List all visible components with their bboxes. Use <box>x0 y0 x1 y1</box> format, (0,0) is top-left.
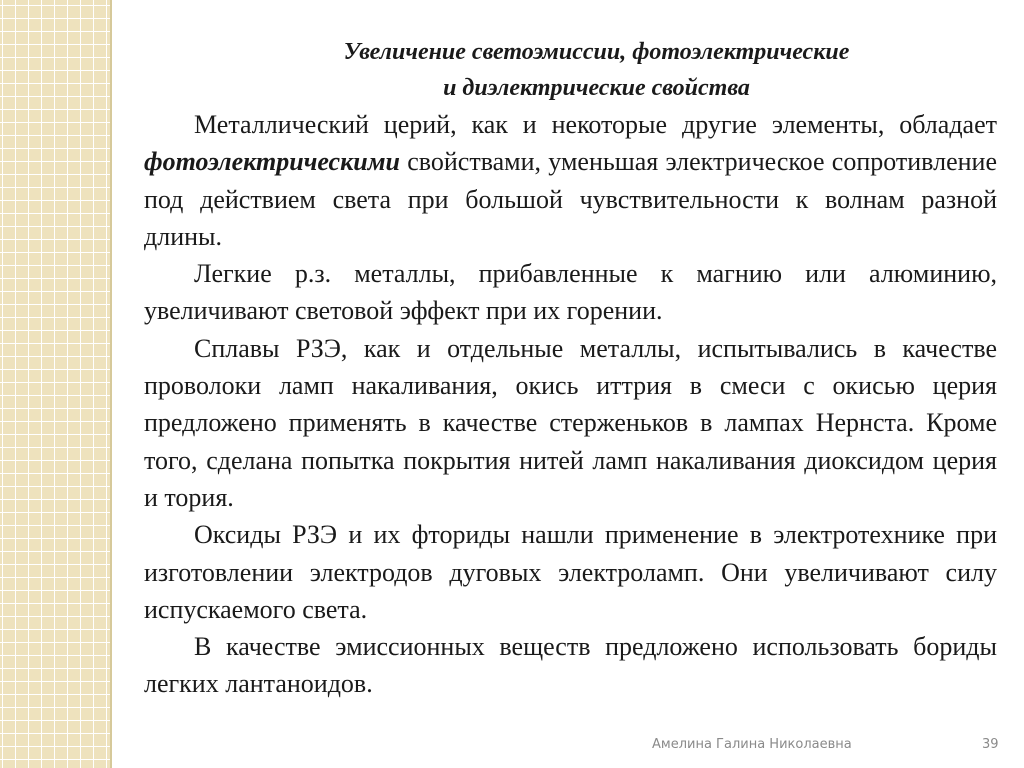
page-number: 39 <box>982 737 999 752</box>
emphasized-term: фотоэлектрическими <box>144 147 400 177</box>
paragraph-text: Металлический церий, как и некоторые другие элементы, обладает <box>194 110 997 139</box>
slide-title-line-1: Увеличение светоэмиссии, фотоэлектрические <box>343 39 850 65</box>
footer-author: Амелина Галина Николаевна <box>652 737 852 752</box>
slide-title <box>144 34 997 106</box>
paragraph-photoelectric <box>144 106 997 255</box>
paragraph-emission-borides: В качестве эмиссионных веществ предложено использовать бориды легких лантаноидов. <box>144 632 997 699</box>
paragraph-arc-electrodes: Оксиды РЗЭ и их фториды нашли применение в электротехнике при изготовлении электродов дуговых электроламп. Они увеличивают силу испускаемого света. <box>144 520 997 624</box>
paragraph-text: свойствами, уменьшая электрическое сопротивление под действием света при большой чувствительности к волнам разной длины. <box>144 147 997 251</box>
paragraph-light-effect: Легкие р.з. металлы, прибавленные к магнию или алюминию, увеличивают световой эффект при их горении. <box>144 259 997 326</box>
decorative-divider <box>110 0 112 768</box>
paragraph-lamp-filaments: Сплавы РЗЭ, как и отдельные металлы, испытывались в качестве проволоки ламп накаливания, окись иттрия в смеси с окисью церия предложено применять в качестве стерженьков в лампах Нернста. Кроме того, сделана попытка покрытия нитей ламп накаливания диоксидом церия и тория. <box>144 333 997 512</box>
decorative-grid-pattern <box>0 0 110 768</box>
slide-content <box>144 34 997 703</box>
slide-title-line-2: и диэлектрические свойства <box>443 75 750 101</box>
